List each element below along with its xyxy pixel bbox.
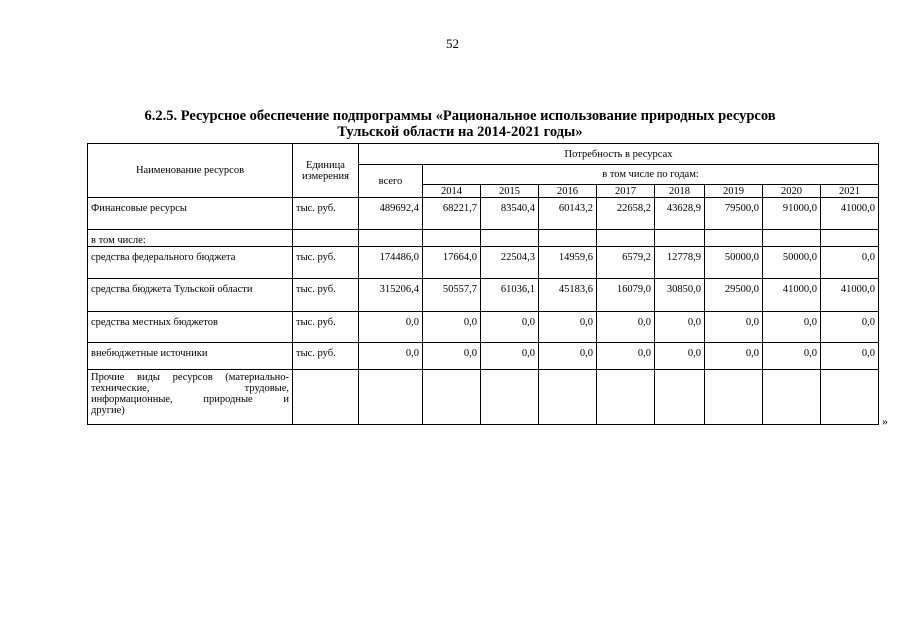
cell-value: 14959,6 (539, 247, 597, 279)
year-header: 2020 (763, 185, 821, 198)
other-line: другие) (91, 405, 125, 416)
resources-table (87, 143, 879, 425)
cell-value: 17664,0 (423, 247, 481, 279)
cell-value: 0,0 (597, 312, 655, 343)
cell-value: 0,0 (763, 343, 821, 370)
table-row (88, 247, 879, 279)
cell-value: 0,0 (821, 312, 879, 343)
table-row (88, 312, 879, 343)
year-header: 2015 (481, 185, 539, 198)
header-resource-name: Наименование ресурсов (88, 144, 293, 198)
cell-value: 0,0 (705, 343, 763, 370)
cell-value: 41000,0 (821, 198, 879, 230)
row-unit: тыс. руб. (293, 198, 359, 230)
cell-value: 0,0 (423, 312, 481, 343)
cell-value: 50557,7 (423, 279, 481, 312)
row-unit: тыс. руб. (293, 247, 359, 279)
header-unit: Единица измерения (293, 144, 359, 198)
table-row (88, 370, 879, 425)
cell-value: 0,0 (597, 343, 655, 370)
row-name: средства федерального бюджета (88, 247, 293, 279)
other-line: информационные, природные и (91, 394, 289, 405)
cell-value: 16079,0 (597, 279, 655, 312)
empty-cell (597, 370, 655, 425)
cell-value: 43628,9 (655, 198, 705, 230)
heading-line-2: Тульской области на 2014-2021 годы» (337, 124, 583, 140)
empty-cell (423, 370, 481, 425)
cell-value: 0,0 (655, 312, 705, 343)
empty-cell (359, 370, 423, 425)
cell-value: 61036,1 (481, 279, 539, 312)
cell-value: 12778,9 (655, 247, 705, 279)
cell-value: 45183,6 (539, 279, 597, 312)
row-unit: тыс. руб. (293, 312, 359, 343)
cell-value (423, 230, 481, 247)
cell-value: 0,0 (763, 312, 821, 343)
cell-value (821, 230, 879, 247)
empty-cell (763, 370, 821, 425)
cell-value: 0,0 (481, 312, 539, 343)
row-total: 0,0 (359, 312, 423, 343)
row-unit: тыс. руб. (293, 279, 359, 312)
cell-value: 91000,0 (763, 198, 821, 230)
cell-value: 50000,0 (763, 247, 821, 279)
table-row (88, 230, 879, 247)
cell-value: 60143,2 (539, 198, 597, 230)
table-row (88, 279, 879, 312)
cell-value: 50000,0 (705, 247, 763, 279)
cell-value: 29500,0 (705, 279, 763, 312)
empty-cell (481, 370, 539, 425)
header-need: Потребность в ресурсах (359, 144, 879, 165)
other-line: технические, трудовые, (91, 383, 289, 394)
cell-value: 0,0 (423, 343, 481, 370)
cell-value: 83540,4 (481, 198, 539, 230)
cell-value: 41000,0 (821, 279, 879, 312)
cell-value (539, 230, 597, 247)
other-line: Прочие виды ресурсов (материально- (91, 372, 289, 383)
cell-value: 22504,3 (481, 247, 539, 279)
row-total: 0,0 (359, 343, 423, 370)
empty-cell (539, 370, 597, 425)
year-header: 2018 (655, 185, 705, 198)
row-name: в том числе: (88, 230, 293, 247)
year-header: 2014 (423, 185, 481, 198)
empty-cell (705, 370, 763, 425)
cell-value (705, 230, 763, 247)
cell-value (597, 230, 655, 247)
header-years-group: в том числе по годам: (423, 165, 879, 185)
section-heading (100, 108, 820, 140)
cell-value: 6579,2 (597, 247, 655, 279)
cell-value (763, 230, 821, 247)
cell-value: 0,0 (705, 312, 763, 343)
cell-value (481, 230, 539, 247)
cell-value: 0,0 (481, 343, 539, 370)
closing-quote: » (882, 414, 888, 428)
row-unit (293, 230, 359, 247)
cell-value: 79500,0 (705, 198, 763, 230)
cell-value: 0,0 (821, 247, 879, 279)
year-header: 2019 (705, 185, 763, 198)
row-total: 315206,4 (359, 279, 423, 312)
row-unit: тыс. руб. (293, 343, 359, 370)
year-header: 2017 (597, 185, 655, 198)
cell-value: 0,0 (539, 312, 597, 343)
empty-cell (821, 370, 879, 425)
cell-value (655, 230, 705, 247)
cell-value: 41000,0 (763, 279, 821, 312)
cell-value: 0,0 (655, 343, 705, 370)
row-name: средства бюджета Тульской области (88, 279, 293, 312)
year-header: 2021 (821, 185, 879, 198)
table-row (88, 343, 879, 370)
cell-value: 22658,2 (597, 198, 655, 230)
row-total: 174486,0 (359, 247, 423, 279)
empty-cell (655, 370, 705, 425)
row-name: внебюджетные источники (88, 343, 293, 370)
year-header: 2016 (539, 185, 597, 198)
empty-cell (293, 370, 359, 425)
cell-value: 68221,7 (423, 198, 481, 230)
table-row (88, 198, 879, 230)
row-total: 489692,4 (359, 198, 423, 230)
row-name-other-resources (88, 370, 293, 425)
header-total: всего (359, 165, 423, 198)
row-name: средства местных бюджетов (88, 312, 293, 343)
cell-value: 0,0 (821, 343, 879, 370)
cell-value: 30850,0 (655, 279, 705, 312)
row-total (359, 230, 423, 247)
cell-value: 0,0 (539, 343, 597, 370)
row-name: Финансовые ресурсы (88, 198, 293, 230)
heading-line-1: 6.2.5. Ресурсное обеспечение подпрограммы «Рациональное использование природных ресурсов (144, 108, 776, 124)
page-number: 52 (446, 36, 459, 51)
